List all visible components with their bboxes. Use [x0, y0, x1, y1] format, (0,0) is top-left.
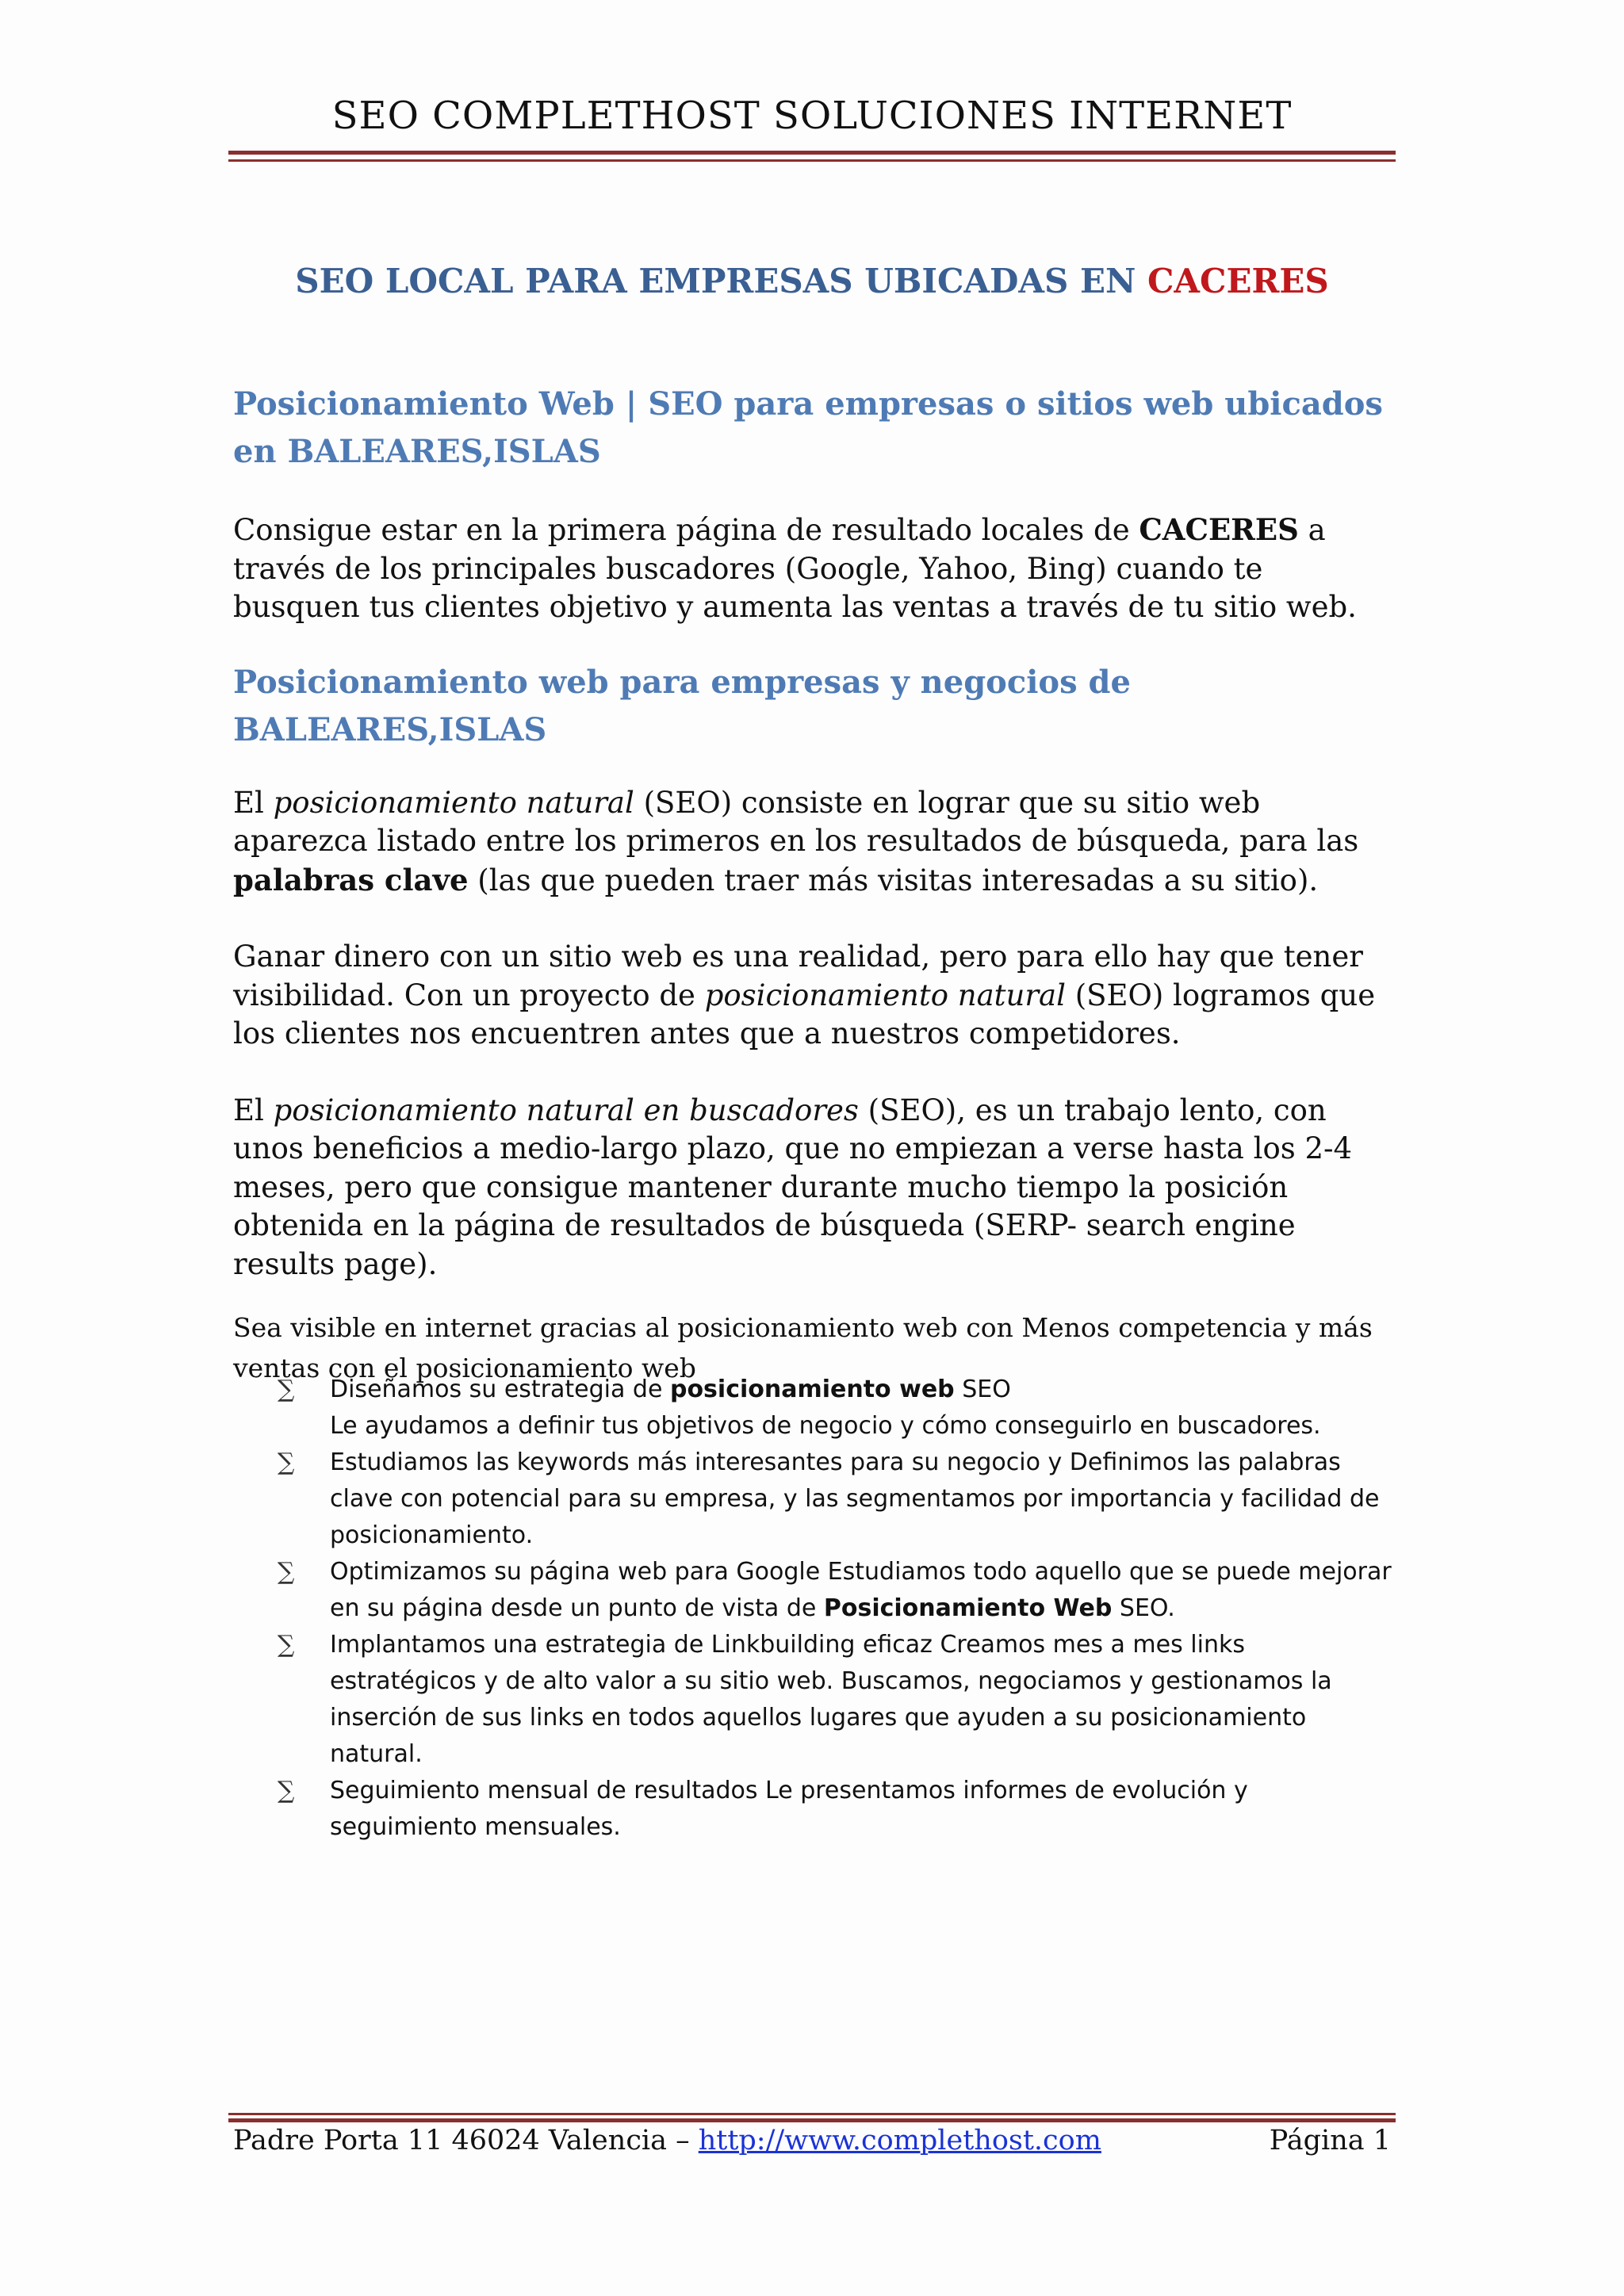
section2-paragraph-2: [233, 938, 1396, 1054]
b1-text-a: Diseñamos su estrategia de: [330, 1376, 670, 1403]
b1-bold: posicionamiento web: [669, 1376, 955, 1403]
b3-text-b: SEO.: [1112, 1594, 1175, 1622]
list-item: [278, 1554, 1396, 1627]
p1-text-c: (las que pueden traer más visitas interesadas a su sitio).: [468, 863, 1319, 897]
p3-text-a: El: [233, 1093, 274, 1127]
sigma-bullet-icon: ∑: [278, 1448, 295, 1476]
b1-text-b: SEO: [954, 1376, 1011, 1403]
sigma-bullet-icon: ∑: [278, 1777, 295, 1804]
p1-bold: palabras clave: [233, 862, 469, 897]
p1-text-a: El: [233, 785, 274, 820]
p3-text-b: (SEO), es un trabajo lento, con unos beneficios a medio-largo plazo, que no empiezan a verse hasta los 2-4 meses, pero que consigue mantener durante mucho tiempo la posición obtenida en la página de resultados de búsqueda (SERP- search engine results page).: [233, 1093, 1353, 1281]
b4-text: Implantamos una estrategia de Linkbuilding eficaz Creamos mes a mes links estratégicos y de alto valor a su sitio web. Buscamos, negociamos y gestionamos la inserción de sus links en todos aquellos lugares que ayuden a su posicionamiento natural.: [330, 1631, 1332, 1768]
footer-address: Padre Porta 11 46024 Valencia –: [233, 2125, 699, 2156]
section1-heading: Posicionamiento Web | SEO para empresas o sitios web ubicados en BALEARES,ISLAS: [233, 385, 1383, 470]
section1-text-a: Consigue estar en la primera página de resultado locales de: [233, 513, 1139, 547]
section2-paragraph-4: Sea visible en internet gracias al posicionamiento web con Menos competencia y más ventas con el posicionamiento web: [233, 1312, 1373, 1383]
list-item: [278, 1445, 1396, 1554]
p2-text-a: Ganar dinero con un sitio web es una realidad, pero para ello hay que tener visibilidad. Con un proyecto de: [233, 939, 1363, 1012]
section1-paragraph: [233, 511, 1396, 627]
b1-line2: Le ayudamos a definir tus objetivos de negocio y cómo conseguirlo en buscadores.: [330, 1412, 1321, 1440]
header-rule: [228, 151, 1396, 162]
section1-text-b: a través de los principales buscadores (Google, Yahoo, Bing) cuando te busquen tus clientes objetivo y aumenta las ventas a través de tu sitio web.: [233, 513, 1357, 624]
document-title-prefix: SEO LOCAL PARA EMPRESAS UBICADAS EN: [295, 262, 1147, 300]
sigma-bullet-icon: ∑: [278, 1376, 295, 1403]
footer-page-number: Página 1: [1269, 2125, 1391, 2156]
services-list: [278, 1372, 1396, 1846]
b3-bold: Posicionamiento Web: [823, 1594, 1113, 1622]
document-title: [228, 262, 1396, 300]
list-item: [278, 1372, 1396, 1445]
b3-text-a: Optimizamos su página web para Google Estudiamos todo aquello que se puede mejorar en su página desde un punto de vista de: [330, 1558, 1392, 1622]
document-title-city: CACERES: [1147, 262, 1329, 300]
sigma-bullet-icon: ∑: [278, 1631, 295, 1659]
list-item: [278, 1773, 1396, 1846]
document-body: [233, 381, 1396, 1388]
b2-text: Estudiamos las keywords más interesantes para su negocio y Definimos las palabras clave con potencial para su empresa, y las segmentamos por importancia y facilidad de posicionamiento.: [330, 1448, 1380, 1549]
section1-bold-city: CACERES: [1139, 512, 1299, 547]
p3-italic: posicionamiento natural en buscadores: [273, 1093, 859, 1127]
footer-address-line: [233, 2125, 1101, 2156]
page-header-title: SEO COMPLETHOST SOLUCIONES INTERNET: [331, 94, 1293, 138]
p1-text-b: (SEO) consiste en lograr que su sitio web aparezca listado entre los primeros en los resultados de búsqueda, para las: [233, 785, 1359, 858]
section2-heading: Posicionamiento web para empresas y negocios de BALEARES,ISLAS: [233, 663, 1131, 748]
section2-paragraph-3: [233, 1092, 1396, 1284]
sigma-bullet-icon: ∑: [278, 1558, 295, 1586]
footer-website-link[interactable]: http://www.complethost.com: [698, 2125, 1101, 2156]
b5-text: Seguimiento mensual de resultados Le presentamos informes de evolución y seguimiento mensuales.: [330, 1777, 1248, 1841]
p2-italic: posicionamiento natural: [704, 978, 1066, 1012]
section2-paragraph-1: [233, 784, 1396, 901]
list-item: [278, 1627, 1396, 1773]
p2-text-b: (SEO) logramos que los clientes nos encuentren antes que a nuestros competidores.: [233, 978, 1376, 1050]
p1-italic: posicionamiento natural: [273, 785, 634, 820]
footer-rule: [228, 2113, 1396, 2122]
